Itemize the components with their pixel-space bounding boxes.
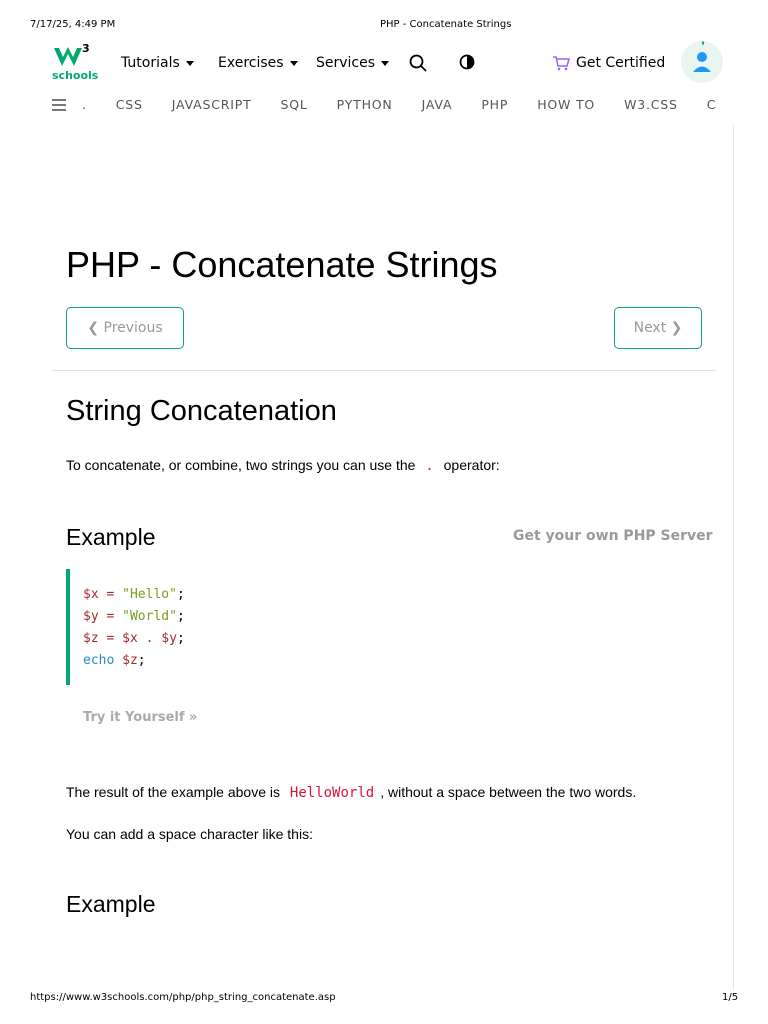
example-heading-2: Example bbox=[66, 891, 156, 917]
code-token: $z bbox=[122, 653, 138, 668]
code-token: ; bbox=[137, 653, 146, 668]
theme-toggle-button[interactable] bbox=[459, 54, 477, 72]
section-heading: String Concatenation bbox=[66, 395, 337, 427]
code-token: = bbox=[98, 631, 123, 646]
intro-paragraph bbox=[66, 457, 500, 474]
code-token: $y bbox=[161, 631, 177, 646]
subnav-item-w3css[interactable]: W3.CSS bbox=[624, 97, 678, 112]
user-icon bbox=[681, 41, 723, 83]
previous-button[interactable]: ❮ Previous bbox=[66, 307, 184, 349]
subnav-item-css[interactable]: CSS bbox=[115, 97, 143, 112]
subnav-item[interactable]: . bbox=[82, 97, 87, 112]
caret-down-icon bbox=[381, 61, 389, 66]
user-avatar-button[interactable] bbox=[681, 41, 723, 83]
code-token: ; bbox=[176, 587, 185, 602]
inline-code-result: HelloWorld bbox=[289, 785, 375, 801]
code-token: $y bbox=[83, 609, 99, 624]
hamburger-menu-icon[interactable] bbox=[52, 99, 66, 111]
code-token: = bbox=[98, 609, 123, 624]
code-token: . bbox=[137, 631, 162, 646]
code-token: = bbox=[98, 587, 123, 602]
code-token: "Hello" bbox=[122, 587, 177, 602]
nav-tutorials[interactable] bbox=[121, 55, 194, 71]
code-block-accent bbox=[66, 569, 70, 685]
subnav-item-python[interactable]: PYTHON bbox=[336, 97, 393, 112]
result-paragraph bbox=[66, 784, 636, 801]
get-certified-label: Get Certified bbox=[576, 55, 666, 71]
code-token: $x bbox=[122, 631, 138, 646]
subnav-item-howto[interactable]: HOW TO bbox=[537, 97, 596, 112]
inline-code-operator: . bbox=[425, 458, 434, 474]
logo-superscript: 3 bbox=[82, 42, 90, 55]
get-certified-link[interactable] bbox=[552, 55, 665, 71]
result-text-after: , without a space between the two words. bbox=[380, 784, 637, 800]
page-title: PHP - Concatenate Strings bbox=[66, 244, 498, 285]
next-button[interactable]: Next ❯ bbox=[614, 307, 702, 349]
nav-exercises-label: Exercises bbox=[218, 55, 284, 71]
subnav-item-php[interactable]: PHP bbox=[481, 97, 509, 112]
intro-text-after: operator: bbox=[443, 457, 500, 473]
code-token: $z bbox=[83, 631, 99, 646]
print-page-number: 1/5 bbox=[722, 992, 739, 1003]
nav-services[interactable] bbox=[316, 55, 389, 71]
subnav-item-sql[interactable]: SQL bbox=[280, 97, 308, 112]
subnav-item-c[interactable]: C bbox=[706, 97, 717, 112]
topic-subnav bbox=[52, 97, 745, 112]
result-text-before: The result of the example above is bbox=[66, 784, 281, 800]
get-php-server-link[interactable]: Get your own PHP Server bbox=[513, 528, 713, 544]
code-token bbox=[114, 653, 122, 668]
subnav-item-java[interactable]: JAVA bbox=[421, 97, 453, 112]
contrast-icon bbox=[459, 54, 475, 70]
nav-tutorials-label: Tutorials bbox=[121, 55, 180, 71]
print-url: https://www.w3schools.com/php/php_string_concatenate.asp bbox=[30, 992, 336, 1003]
code-token: "World" bbox=[122, 609, 177, 624]
code-token: ; bbox=[176, 631, 185, 646]
code-token: $x bbox=[83, 587, 99, 602]
search-icon bbox=[409, 54, 427, 72]
nav-services-label: Services bbox=[316, 55, 376, 71]
code-token: ; bbox=[176, 609, 185, 624]
example-heading: Example bbox=[66, 524, 156, 550]
caret-down-icon bbox=[290, 61, 298, 66]
space-paragraph: You can add a space character like this: bbox=[66, 826, 313, 842]
code-token: echo bbox=[83, 653, 115, 668]
divider bbox=[52, 370, 716, 371]
subnav-item-javascript[interactable]: JAVASCRIPT bbox=[171, 97, 252, 112]
logo-wordmark: schools bbox=[52, 69, 99, 82]
print-datetime: 7/17/25, 4:49 PM bbox=[30, 19, 116, 30]
search-button[interactable] bbox=[409, 54, 429, 74]
intro-text-before: To concatenate, or combine, two strings you can use the bbox=[66, 457, 416, 473]
nav-exercises[interactable] bbox=[218, 55, 298, 71]
content-right-border bbox=[733, 125, 734, 990]
try-it-yourself-link[interactable]: Try it Yourself » bbox=[83, 710, 198, 725]
caret-down-icon bbox=[186, 61, 194, 66]
print-doc-title: PHP - Concatenate Strings bbox=[380, 19, 512, 30]
code-block bbox=[83, 584, 185, 672]
cart-icon bbox=[552, 55, 570, 71]
